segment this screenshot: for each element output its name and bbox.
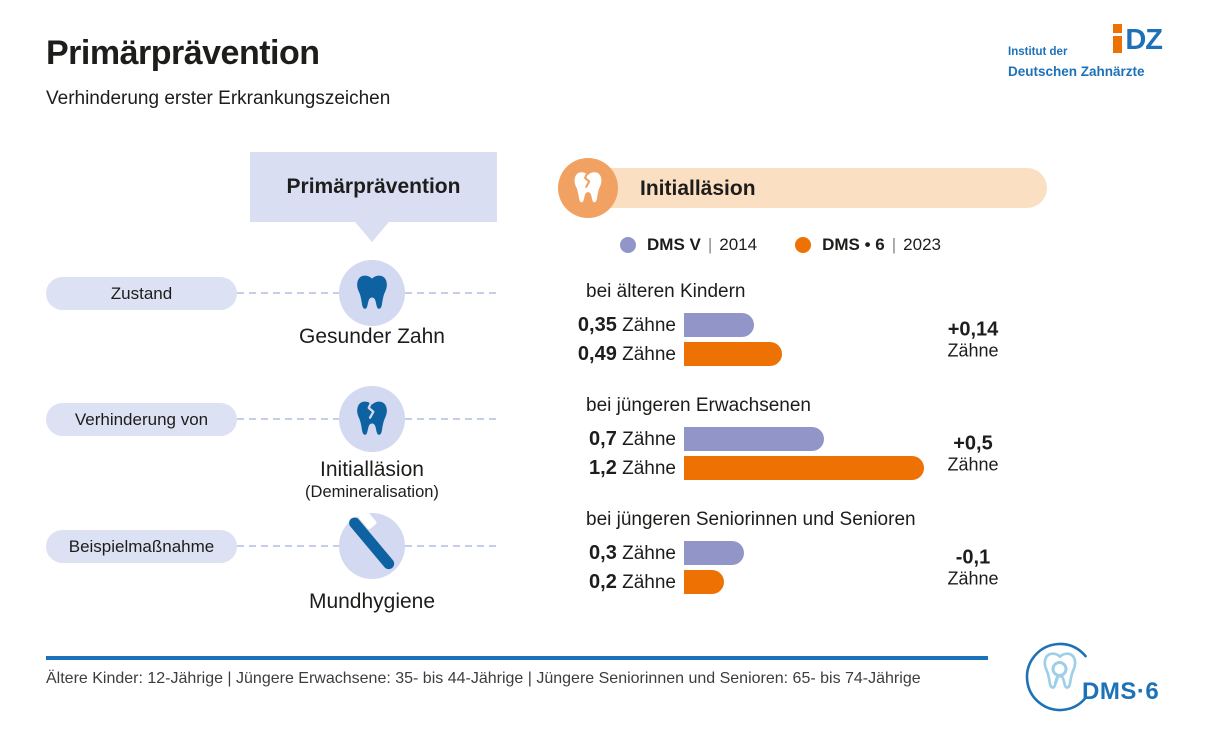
flow-caption-initiallaesion: Initialläsion	[320, 458, 424, 481]
bar-dms-v	[684, 541, 744, 565]
toothbrush-icon	[339, 513, 405, 579]
bar-value-label: 0,2 Zähne	[589, 570, 676, 593]
legend-label: DMS V	[647, 235, 701, 254]
chart-header-banner	[558, 168, 1047, 208]
pill-beispielmassnahme: Beispielmaßnahme	[46, 530, 237, 563]
delta-unit: Zähne	[947, 454, 999, 474]
bar-group-category: bei jüngeren Seniorinnen und Senioren	[586, 509, 916, 530]
idz-logo	[1008, 24, 1162, 86]
legend-item-dms-6	[795, 235, 941, 255]
delta-label	[930, 546, 1016, 589]
legend-separator: |	[707, 235, 713, 254]
delta-value: -0,1	[955, 546, 991, 568]
idz-i-glyph	[1113, 24, 1122, 55]
legend-year: 2023	[903, 235, 941, 254]
bar-group	[558, 509, 1048, 594]
page-title: Primärprävention	[46, 34, 320, 72]
tooth-icon	[339, 260, 405, 326]
flow-title-box	[250, 152, 497, 222]
bar-value-label: 0,3 Zähne	[589, 541, 676, 564]
chart-groups	[558, 281, 1048, 623]
delta-label	[930, 432, 1016, 475]
page-subtitle: Verhinderung erster Erkrankungszeichen	[46, 88, 391, 109]
bar-dms-6	[684, 570, 724, 594]
flow-caption-gesunder-zahn: Gesunder Zahn	[299, 325, 445, 348]
white-cracked-tooth-icon	[569, 169, 607, 207]
idz-dz-glyph: DZ	[1125, 24, 1162, 57]
cracked-tooth-icon	[339, 386, 405, 452]
pill-verhinderung-von: Verhinderung von	[46, 403, 237, 436]
legend-dot-dms-6	[795, 237, 811, 253]
flow-subcaption-demineralisation: (Demineralisation)	[305, 483, 439, 501]
bar-dms-v	[684, 313, 754, 337]
legend-dot-dms-v	[620, 237, 636, 253]
bar-group	[558, 395, 1048, 480]
delta-label	[930, 318, 1016, 361]
legend-item-dms-v	[620, 235, 757, 255]
bar-dms-v	[684, 427, 824, 451]
footnote: Ältere Kinder: 12-Jährige | Jüngere Erwachsene: 35- bis 44-Jährige | Jüngere Seniorinnen und Senioren: 65- bis 74-Jährige	[46, 670, 921, 687]
chart-legend	[620, 235, 941, 255]
bar-group-category: bei jüngeren Erwachsenen	[586, 395, 811, 416]
dms6-logo-text: DMS·6	[1082, 678, 1160, 705]
chart-title: Initialläsion	[640, 177, 756, 200]
delta-value: +0,5	[953, 432, 993, 454]
idz-mark-icon	[1113, 24, 1162, 55]
legend-label: DMS • 6	[822, 235, 885, 254]
legend-separator: |	[891, 235, 897, 254]
idz-logo-line1: Institut der	[1008, 46, 1068, 58]
bar-dms-6	[684, 342, 782, 366]
bar-value-label: 0,49 Zähne	[577, 342, 676, 365]
legend-year: 2014	[719, 235, 758, 254]
delta-value: +0,14	[947, 318, 999, 340]
bar-value-label: 0,7 Zähne	[589, 427, 676, 450]
bar-value-label: 0,35 Zähne	[577, 313, 676, 336]
flow-caption-mundhygiene: Mundhygiene	[308, 590, 436, 613]
delta-unit: Zähne	[947, 340, 999, 360]
bar-group	[558, 281, 1048, 366]
bar-value-label: 1,2 Zähne	[589, 456, 676, 479]
chart-header-tooth-badge	[558, 158, 618, 218]
bar-dms-6	[684, 456, 924, 480]
idz-logo-line2: Deutschen Zahnärzte	[1008, 64, 1145, 79]
bar-group-category: bei älteren Kindern	[586, 281, 746, 302]
pill-zustand: Zustand	[46, 277, 237, 310]
footer-divider-line	[46, 656, 988, 660]
delta-unit: Zähne	[947, 568, 999, 588]
flow-title-label: Primärprävention	[286, 175, 461, 198]
flow-box-pointer	[355, 222, 389, 242]
